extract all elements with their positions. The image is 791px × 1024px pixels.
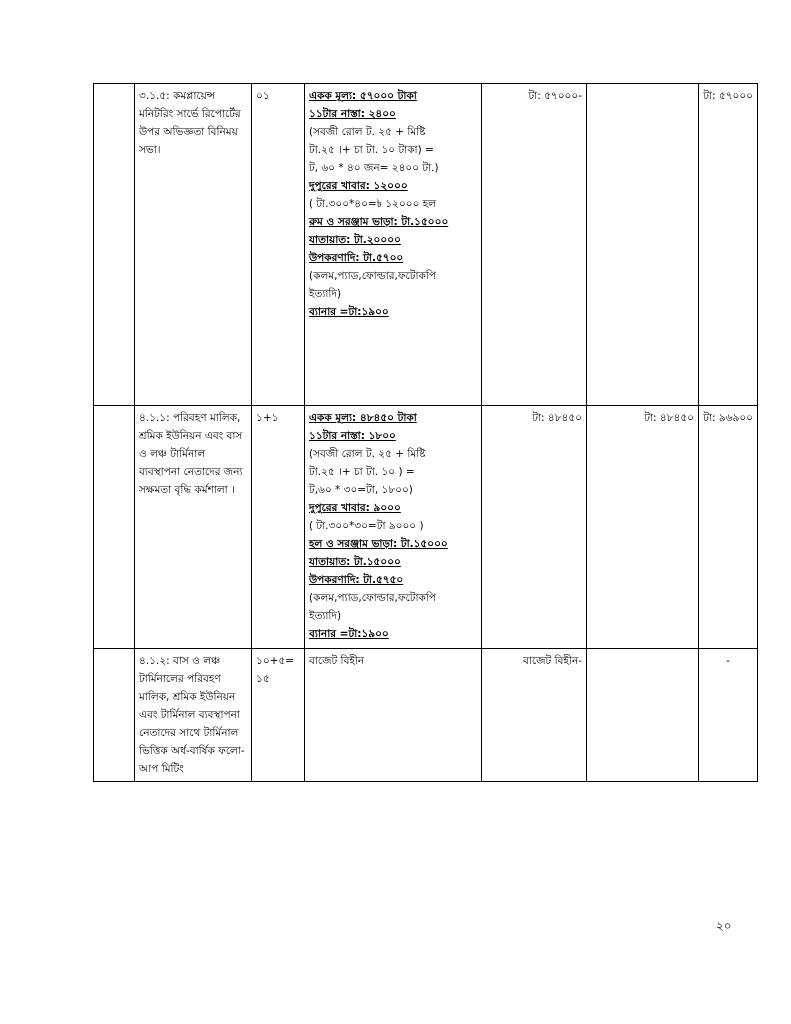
cost-line: ১১টার নাস্তা: ২৪০০ (309, 108, 396, 120)
cost-line: ইত্যাদি) (309, 610, 342, 622)
cost-line: দুপুরের খাবার: ৯০০০ (309, 502, 401, 514)
quantity-cell: ০১ (252, 84, 305, 406)
cost-line: টা.২৫ ।+ চা টা. ১০ টাকা) = (309, 144, 434, 156)
amount-cell: টা: ৪৮৪৫০ (482, 406, 587, 649)
table-cell (94, 84, 135, 406)
cost-line: টা.২৫ ।+ চা টা. ১০ ) = (309, 466, 415, 478)
cost-line: ব্যানার =টা:১৯০০ (309, 628, 389, 640)
amount-cell: টা: ৫৭০০০- (482, 84, 587, 406)
cost-line: বাজেট বিহীন (309, 655, 365, 667)
quantity-cell: ১০+৫= ১৫ (252, 649, 305, 782)
table-row (94, 84, 758, 406)
quantity-cell: ১+১ (252, 406, 305, 649)
cost-breakdown-cell (305, 406, 482, 649)
cost-line: উপকরণাদি: টা.৫৭০০ (309, 252, 404, 264)
activity-cell: ৪.১.১: পরিবহণ মালিক, শ্রমিক ইউনিয়ন এবং বাস ও লঞ্চ টার্মিনাল ব্যবস্থাপনা নেতাদের জন্য সক্ষমতা বৃদ্ধি কর্মশালা । (135, 406, 252, 649)
cost-line: ইত্যাদি) (309, 288, 342, 300)
cost-line: ১১টার নাস্তা: ১৮০০ (309, 430, 396, 442)
amount-cell (587, 649, 699, 782)
cost-line: (সবজী রোল ট. ২৫ + মিষ্টি (309, 448, 426, 460)
table-cell (94, 649, 135, 782)
amount-cell: টা: ৪৮৪৫০ (587, 406, 699, 649)
cost-line: হল ও সরঞ্জাম ভাড়া: টা.১৫০০০ (309, 538, 448, 550)
table-row (94, 406, 758, 649)
cost-line: (কলম,প্যাড,ফোল্ডার,ফটোকপি (309, 270, 437, 282)
budget-table (93, 83, 758, 782)
cost-breakdown-cell (305, 84, 482, 406)
amount-cell: বাজেট বিহীন- (482, 649, 587, 782)
cost-line: ট,৬০ * ৩০=টা, ১৮০০) (309, 484, 413, 496)
cost-breakdown-cell (305, 649, 482, 782)
amount-cell (587, 84, 699, 406)
total-cell: টা: ৯৬৯০০ (699, 406, 758, 649)
total-cell: - (699, 649, 758, 782)
table-cell (94, 406, 135, 649)
table-row (94, 649, 758, 782)
cost-line: যাতায়াত: টা.১৫০০০ (309, 556, 401, 568)
cost-line: যাতায়াত: টা.২০০০০ (309, 234, 401, 246)
cost-line: দুপুরের খাবার: ১২০০০ (309, 180, 408, 192)
cost-line: (কলম,প্যাড,ফোল্ডার,ফটোকপি (309, 592, 437, 604)
cost-line: (সবজী রোল ট. ২৫ + মিষ্টি (309, 126, 426, 138)
cost-line: ট, ৬০ * ৪০ জন= ২৪০০ টা.) (309, 162, 439, 174)
cost-line: উপকরণাদি: টা.৫৭৫০ (309, 574, 404, 586)
total-cell: টা: ৫৭০০০ (699, 84, 758, 406)
page-number: ২০ (716, 919, 732, 933)
cost-line: একক মূল্য: ৪৮৪৫০ টাকা (309, 412, 417, 424)
cost-line: ব্যানার =টা:১৯০০ (309, 306, 389, 318)
cost-line: একক মূল্য: ৫৭০০০ টাকা (309, 90, 417, 102)
activity-cell: ৩.১.৫: কমপ্লায়েন্স মনিটরিং সার্ভে রিপোর্টের উপর অভিজ্ঞতা বিনিময় সভা। (135, 84, 252, 406)
cost-line: রুম ও সরঞ্জাম ভাড়া: টা.১৫০০০ (309, 216, 449, 228)
activity-cell: ৪.১.২: বাস ও লঞ্চ টার্মিনালের পরিবহণ মালিক, শ্রমিক ইউনিয়ন এবং টার্মিনাল ব্যবস্থাপনা নেতাদের সাথে টার্মিনাল ভিত্তিক অর্ধ-বার্ষিক ফলো-আপ মিটিং (135, 649, 252, 782)
cost-line: ( টা.৩০০*৪০=৳ ১২০০০ হল (309, 198, 437, 210)
cost-line: ( টা.৩০০*৩০=টা ৯০০০ ) (309, 520, 424, 532)
